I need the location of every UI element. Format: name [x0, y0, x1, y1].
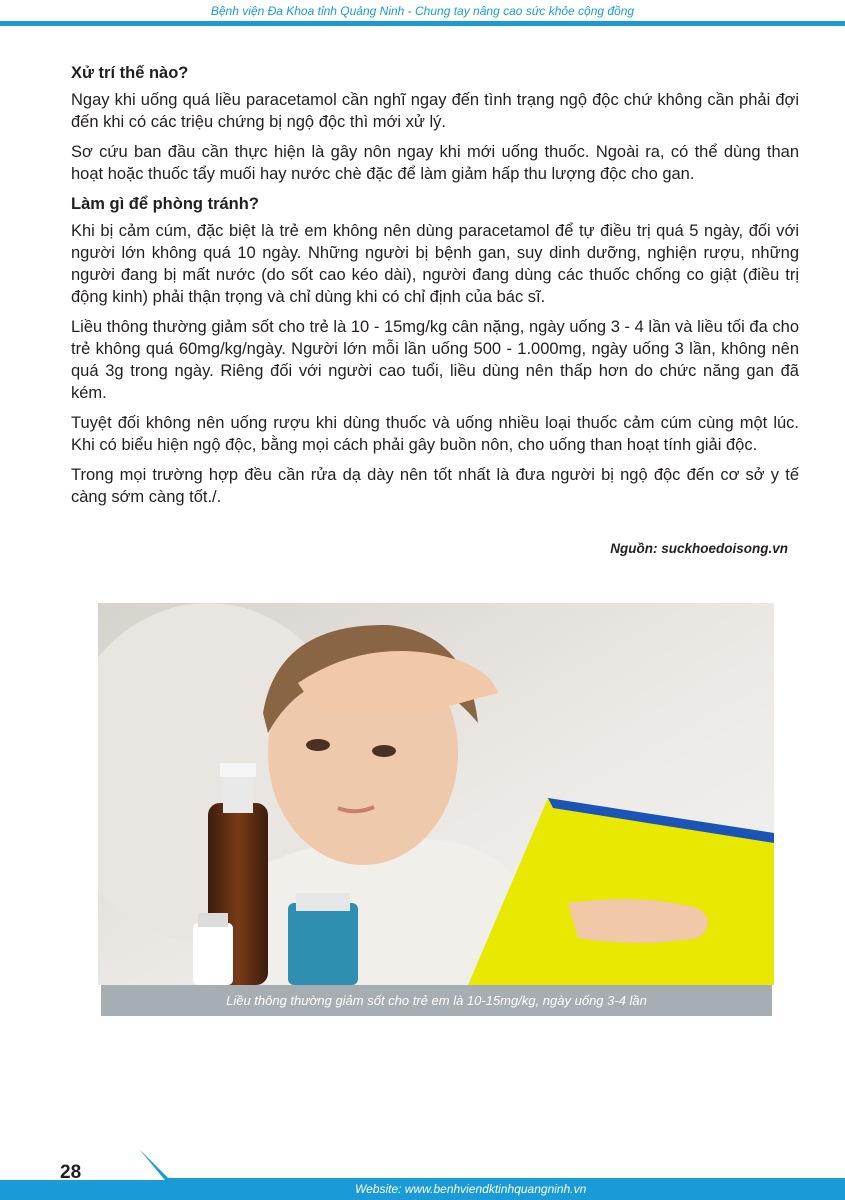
paragraph: Tuyệt đối không nên uống rượu khi dùng thuốc và uống nhiều loại thuốc cảm cúm cùng một lúc. Khi có biểu hiện ngộ độc, bằng mọi cách phải gây buồn nôn, cho uống than hoạt tính giải độc.: [71, 414, 799, 454]
section-heading-prevention: Làm gì để phòng tránh?: [71, 195, 259, 213]
header-title: Bệnh viện Đa Khoa tỉnh Quảng Ninh - Chung tay nâng cao sức khỏe cộng đồng: [210, 4, 635, 18]
figure-caption: Liều thông thường giảm sốt cho trẻ em là 10-15mg/kg, ngày uống 3-4 lần: [101, 985, 772, 1016]
paragraph: Sơ cứu ban đầu cần thực hiện là gây nôn ngay khi mới uống thuốc. Ngoài ra, có thể dùng than hoạt hoặc thuốc tẩy muối hay nước chè đặc để làm giảm hấp thu lượng độc cho gan.: [71, 143, 799, 183]
paragraph: Trong mọi trường hợp đều cần rửa dạ dày nên tốt nhất là đưa người bị ngộ độc đến cơ sở y tế càng sớm càng tốt./.: [71, 466, 799, 506]
footer-website: Website: www.benhviendktinhquangninh.vn: [355, 1182, 587, 1196]
section-heading-treatment: Xử trí thế nào?: [71, 64, 189, 82]
page-footer: [0, 1150, 845, 1200]
paragraph: Ngay khi uống quá liều paracetamol cần nghĩ ngay đến tình trạng ngộ độc chứ không cần phải đợi đến khi có các triệu chứng bị ngộ độc thì mới xử lý.: [71, 91, 799, 131]
header-bar: [0, 21, 845, 26]
page-number: 28: [60, 1162, 82, 1183]
page-header: [0, 0, 845, 28]
paragraph: Liều thông thường giảm sốt cho trẻ là 10 - 15mg/kg cân nặng, ngày uống 3 - 4 lần và liều tối đa cho trẻ không quá 60mg/kg/ngày. Người lớn mỗi lần uống 500 - 1.000mg, ngày uống 3 lần, không nên quá 3g trong ngày. Riêng đối với người cao tuổi, liều dùng nên thấp hơn do chức năng gan đã kém.: [71, 318, 799, 402]
article-body: [71, 62, 799, 516]
photo-sick-child: [98, 603, 774, 985]
paragraph: Khi bị cảm cúm, đặc biệt là trẻ em không nên dùng paracetamol để tự điều trị quá 5 ngày, đối với người lớn không quá 10 ngày. Những người bị bệnh gan, suy dinh dưỡng, nghiện rượu, những người đang bị mất nước (do sốt cao kéo dài), người đang dùng các thuốc chống co giật (điều trị động kinh) phải thận trọng và chỉ dùng khi có chỉ định của bác sĩ.: [71, 222, 799, 306]
source-credit: Nguồn: suckhoedoisong.vn: [610, 541, 788, 556]
